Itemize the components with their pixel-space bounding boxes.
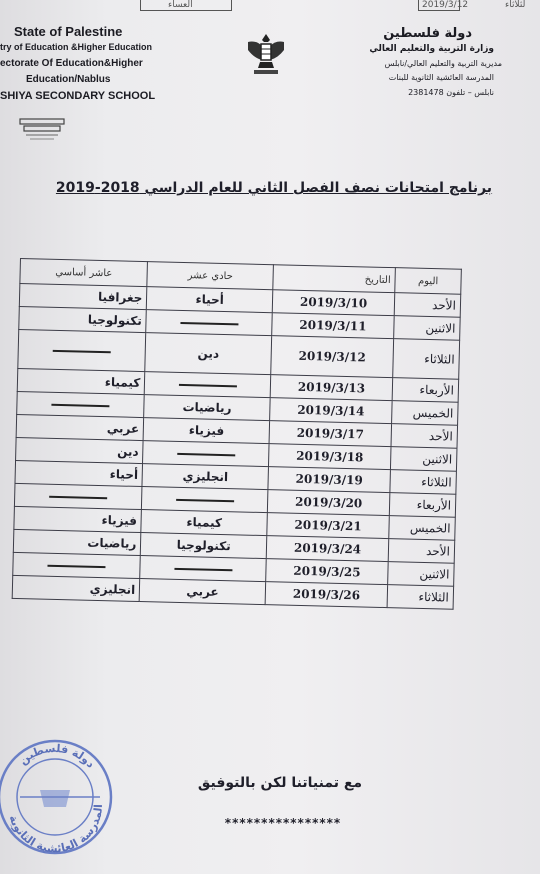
cell-grade11 <box>143 441 269 467</box>
cell-day-text: الثلاثاء <box>418 589 450 605</box>
cell-day <box>387 585 453 610</box>
top-strip <box>0 0 540 18</box>
cell-day-text: الاثنين <box>419 566 450 582</box>
cell-date <box>271 336 394 378</box>
cell-grade10 <box>14 506 142 532</box>
cell-grade10 <box>12 575 140 601</box>
cell-grade10-text: فيزياء <box>101 513 138 528</box>
cell-grade10 <box>19 284 147 310</box>
cell-date-text: 2019/3/21 <box>294 517 362 534</box>
cell-day-text: الاثنين <box>425 320 456 336</box>
cell-date <box>266 536 389 562</box>
cell-date-text: 2019/3/17 <box>296 425 365 442</box>
cell-grade11 <box>142 487 268 513</box>
cell-grade11 <box>144 395 270 421</box>
strip-right-text: لثلاثاء <box>505 0 526 10</box>
cell-date-text: 2019/3/13 <box>297 379 366 396</box>
cell-day-text: الأحد <box>425 544 451 559</box>
empty-dash <box>52 403 110 406</box>
cell-grade10 <box>18 329 146 371</box>
cell-grade10-text: عربي <box>106 421 140 436</box>
empty-dash <box>49 495 107 498</box>
cell-date <box>269 421 392 447</box>
stamp-bottom-text: المدرسة العائشية الثانوية <box>6 803 106 855</box>
cell-grade11-text: انجليزي <box>182 469 229 485</box>
cell-grade11-text: أحياء <box>195 292 225 307</box>
cell-day-text: الثلاثاء <box>424 351 455 367</box>
cell-day-text: الأربعاء <box>419 382 455 398</box>
cell-day <box>389 493 455 518</box>
header-ministry: try of Education &Higher Education <box>0 42 153 52</box>
header-state-ar: دولة فلسطين <box>383 26 472 41</box>
cell-day <box>392 378 458 403</box>
cell-day-text: الاثنين <box>422 451 453 467</box>
cell-day <box>388 562 454 587</box>
cell-grade11 <box>139 579 265 605</box>
header-phone-ar: نابلس – تلفون 2381478 <box>408 88 494 97</box>
cell-grade10-text: انجليزي <box>89 581 136 597</box>
cell-date <box>268 467 391 493</box>
cell-grade11 <box>146 310 272 336</box>
cell-grade11 <box>145 333 272 375</box>
empty-dash <box>177 452 235 455</box>
empty-dash <box>179 383 237 386</box>
cell-grade11-text: دين <box>197 346 220 361</box>
cell-grade11-text: فيزياء <box>188 423 225 439</box>
cell-date-text: 2019/3/26 <box>292 586 361 603</box>
cell-date-text: 2019/3/24 <box>293 540 362 557</box>
cell-grade10-text: أحياء <box>109 467 139 482</box>
cell-date <box>270 398 393 424</box>
cell-day-text: الأحد <box>428 429 453 444</box>
cell-grade10 <box>13 552 141 578</box>
cell-date <box>267 490 390 516</box>
eagle-emblem-icon <box>242 30 290 76</box>
header-date: التاريخ <box>273 265 396 293</box>
cell-date <box>272 313 395 339</box>
cell-day <box>392 401 458 426</box>
cell-grade10 <box>13 529 141 555</box>
table-body <box>12 284 461 610</box>
cell-day-text: الخميس <box>409 520 451 536</box>
cell-day <box>388 539 454 564</box>
cell-day-text: الخميس <box>412 405 454 421</box>
cell-date-text: 2019/3/19 <box>295 471 363 488</box>
strip-middle-text: 2019/3/12 <box>422 0 469 10</box>
header-day: اليوم <box>395 268 461 295</box>
cell-date-text: 2019/3/20 <box>294 494 363 511</box>
cell-grade11 <box>141 510 267 536</box>
cell-date <box>268 444 391 470</box>
cell-date <box>266 559 389 585</box>
cell-date-text: 2019/3/25 <box>293 563 361 580</box>
header-grade11: حادي عشر <box>147 262 273 290</box>
cell-date-text: 2019/3/18 <box>296 448 364 465</box>
cell-grade10-text: جغرافيا <box>97 289 143 306</box>
cell-grade11 <box>147 287 273 313</box>
cell-grade10 <box>17 368 145 394</box>
cell-grade11 <box>142 464 268 490</box>
header-ministry-ar: وزارة التربية والتعليم العالي <box>369 44 494 54</box>
star-divider: **************** <box>224 816 342 830</box>
header-city: Education/Nablus <box>26 74 111 85</box>
cell-date-text: 2019/3/14 <box>297 402 365 419</box>
cell-grade10 <box>17 391 145 417</box>
cell-grade11 <box>145 372 271 398</box>
cell-day <box>391 447 457 472</box>
cell-date <box>272 290 395 316</box>
cell-grade10-text: رياضيات <box>87 535 137 551</box>
cell-grade11-text: تكنولوجيا <box>176 537 231 554</box>
cell-grade11 <box>140 556 266 582</box>
exam-schedule-table <box>12 258 462 610</box>
cell-grade10 <box>16 414 144 440</box>
empty-dash <box>180 321 238 324</box>
cell-day <box>389 516 455 541</box>
school-logo-icon <box>18 115 66 141</box>
cell-day <box>391 424 457 449</box>
document-title: برنامج امتحانات نصف الفصل الثاني للعام الدراسي 2018-2019 <box>55 180 493 196</box>
cell-date-text: 2019/3/12 <box>298 348 367 365</box>
cell-grade11-text: عربي <box>186 584 219 599</box>
header-directorate: ectorate Of Education&Higher <box>0 58 143 69</box>
cell-day-text: الأحد <box>431 298 457 313</box>
cell-grade10 <box>14 483 142 509</box>
cell-grade10 <box>19 306 147 332</box>
cell-grade10-text: دين <box>116 444 139 459</box>
cell-day <box>394 316 460 341</box>
cell-date <box>270 375 393 401</box>
cell-day <box>394 293 460 318</box>
cell-grade11 <box>143 418 269 444</box>
cell-day <box>390 470 456 495</box>
cell-grade11-text: رياضيات <box>182 400 232 416</box>
cell-date <box>267 513 390 539</box>
empty-dash <box>53 349 111 352</box>
cell-grade10 <box>15 460 143 486</box>
cell-day-text: الأربعاء <box>416 497 452 513</box>
cell-day <box>393 339 460 380</box>
cell-date <box>265 582 388 608</box>
cell-date-text: 2019/3/11 <box>299 317 367 334</box>
cell-grade10-text: تكنولوجيا <box>87 312 142 328</box>
header-school-ar: المدرسة العائشية الثانوية للبنات <box>388 73 494 82</box>
school-stamp <box>0 735 120 855</box>
stamp-top-text: دولة فلسطين <box>16 741 98 771</box>
cell-grade10 <box>16 437 144 463</box>
cell-day-text: الثلاثاء <box>421 474 452 490</box>
header-state: State of Palestine <box>14 24 123 39</box>
cell-grade11 <box>141 533 267 559</box>
header-grade10: عاشر أساسي <box>20 259 148 287</box>
cell-grade10-text: كيمياء <box>104 375 141 390</box>
empty-dash <box>48 564 106 567</box>
empty-dash <box>176 498 234 501</box>
cell-date-text: 2019/3/10 <box>299 294 368 311</box>
header-directorate-ar: مديرية التربية والتعليم العالي/نابلس <box>384 59 502 68</box>
header-school: SHIYA SECONDARY SCHOOL <box>0 90 156 102</box>
strip-left-text: العساء <box>168 0 193 10</box>
closing-message: مع تمنياتنا لكن بالتوفيق <box>197 775 363 791</box>
empty-dash <box>174 567 232 570</box>
cell-grade11-text: كيمياء <box>186 515 223 531</box>
